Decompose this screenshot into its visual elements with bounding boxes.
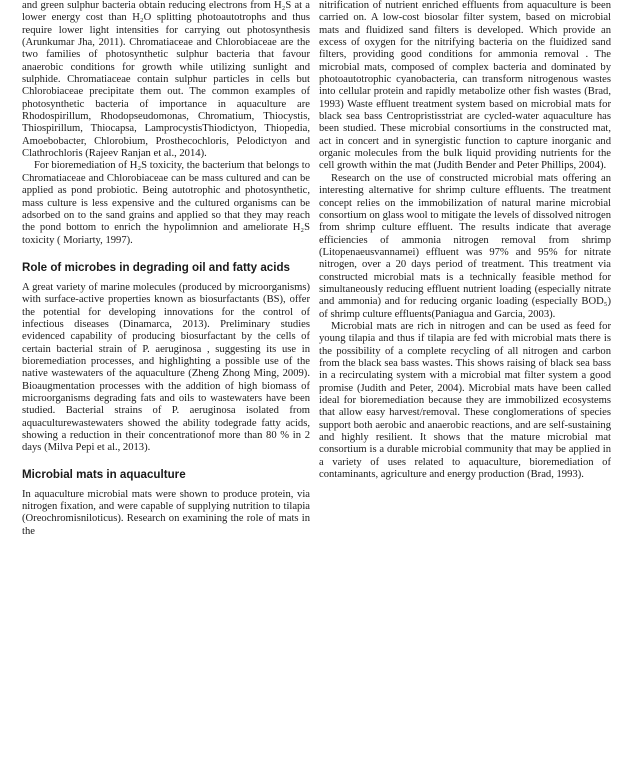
section-heading-oil-fatty-acids: Role of microbes in degrading oil and fatty acids [22, 260, 290, 274]
section-heading-microbial-mats: Microbial mats in aquaculture [22, 467, 186, 481]
left-paragraph-4: In aquaculture microbial mats were shown to produce protein, via nitrogen fixation, and were capable of supplying nutrition to tilapia (Oreochromisniloticus). Research on examining the role of mats in the [22, 488, 310, 537]
right-paragraph-2: Research on the use of constructed microbial mats offering an interesting alternative for shrimp culture effluents. The treatment concept relies on the immobilization of natural marine microbial consortium on glass wool to mitigate the levels of dissolved nitrogen from shrimp culture effluent. The results indicate that average efficiencies of ammonia nitrogen removal from shrimp (Litopenaeusvannamei) effluent was 97% and 95% for nitrate nitrogen, over a 20 days period of treatment. This treatment via constructed microbial mats is a technically feasible method for simultaneously reducing effluent nutrient loading (especially nitrate and ammonia) and for reducing organic loading (especially BOD₅) of shrimp culture effluents(Paniagua and Garcia, 2003). [319, 172, 611, 320]
right-column [319, 0, 611, 481]
left-paragraph-3: A great variety of marine molecules (produced by microorganisms) with surface-active properties known as biosurfactants (BS), offer the potential for developing innovations for the control of infectious diseases (Dinamarca, 2013). Preliminary studies evidenced capability of producing biosurfactant by the cells of certain bacterial strain of P. aeruginosa , suggesting its use in bioremediation processes, and highlighting a possible use of the native wastewaters of the aquaculture (Zheng Zhong Ming, 2009). Bioaugmentation processes with the addition of high biomass of microorganisms degrading fats and oils to wastewaters have been studied. Bacterial strains of P. aeruginosa isolated from aquaculturewastewaters showed the ability todegrade fatty acids, showing a reduction in their concentrationof more than 80 % in 2 days (Milva Pepi et al., 2013). [22, 281, 310, 454]
left-column [22, 0, 310, 538]
left-paragraph-1: and green sulphur bacteria obtain reducing electrons from H₂S at a lower energy cost than H₂O splitting photoautotrophs and thus require lower light intensities for carrying out photosynthesis (Arunkumar Jha, 2011). Chromatiaceae and Chlorobiaceae are the two families of photosynthetic sulphur bacteria that favour anaerobic conditions for growth while utilizing sunlight and sulphide. Chromatiaceae contain sulphur particles in cells but Chlorobiaceae precipitate them out. The common examples of photosynthetic bacteria of importance in aquaculture are Rhodospirillum, Rhodopseudomonas, Chromatium, Thiocystis, Thiospirillum, Thiocapsa, LamprocystisThiodictyon, Thiopedia, Amoebobacter, Chlorobium, Prosthecochloris, Pelodictyon and Clathrochloris (Rajeev Ranjan et al., 2014). [22, 0, 310, 160]
right-paragraph-1: nitrification of nutrient enriched effluents from aquaculture is been carried on. A low-cost biosolar filter system, based on microbial mats and fluidized sand filters is developed. Which provide an excess of oxygen for the nitrifying bacteria on the fluidized sand filters, providing good conditions for ammonia removal . The microbial mats, composed of complex bacteria and dominated by photoautotrophic cyanobacteria, can transform nitrogenous wastes into cellular protein and rapidly metabolize other fish wastes (Brad, 1993) Waste effluent treatment system based on microbial mats for black sea bass Centropristisstriat are cycled-water aquaculture has been studied. These microbial consortiums in the constructed mat, act in concert and in synergistic function to capture inorganic and organic molecules from the bulk liquid providing nutrients for the cell growth within the mat (Judith Bender and Peter Phillips, 2004). [319, 0, 611, 172]
right-paragraph-3: Microbial mats are rich in nitrogen and can be used as feed for young tilapia and thus if tilapia are fed with microbial mats there is the possibility of a complete recycling of all nitrogen and carbon from the black sea bass wastes. This shows raising of black sea bass in a recirculating system with a microbial mat filter system a good promise (Judith and Peter, 2004). Microbial mats have been called ideal for bioremediation because they are immobilized ecosystems that allow easy harvest/removal. These conglomerations of species support both aerobic and anaerobic reactions, and are self-sustaining and highly resilient. It shows that the mature microbial mat consortium is a durable microbial community that may be applied in a variety of uses related to aquaculture, bioremediation of contaminants, agriculture and energy production (Brad, 1993). [319, 320, 611, 481]
left-paragraph-2: For bioremediation of H₂S toxicity, the bacterium that belongs to Chromatiaceae and Chlorobiaceae can be mass cultured and can be applied as pond probiotic. Being autotrophic and photosynthetic, mass culture is less expensive and the cultured organisms can be adsorbed on to the sand grains and applied so that they may reach the pond bottom to enrich the hypolimnion and ameliorate H₂S toxicity ( Moriarty, 1997). [22, 160, 310, 246]
